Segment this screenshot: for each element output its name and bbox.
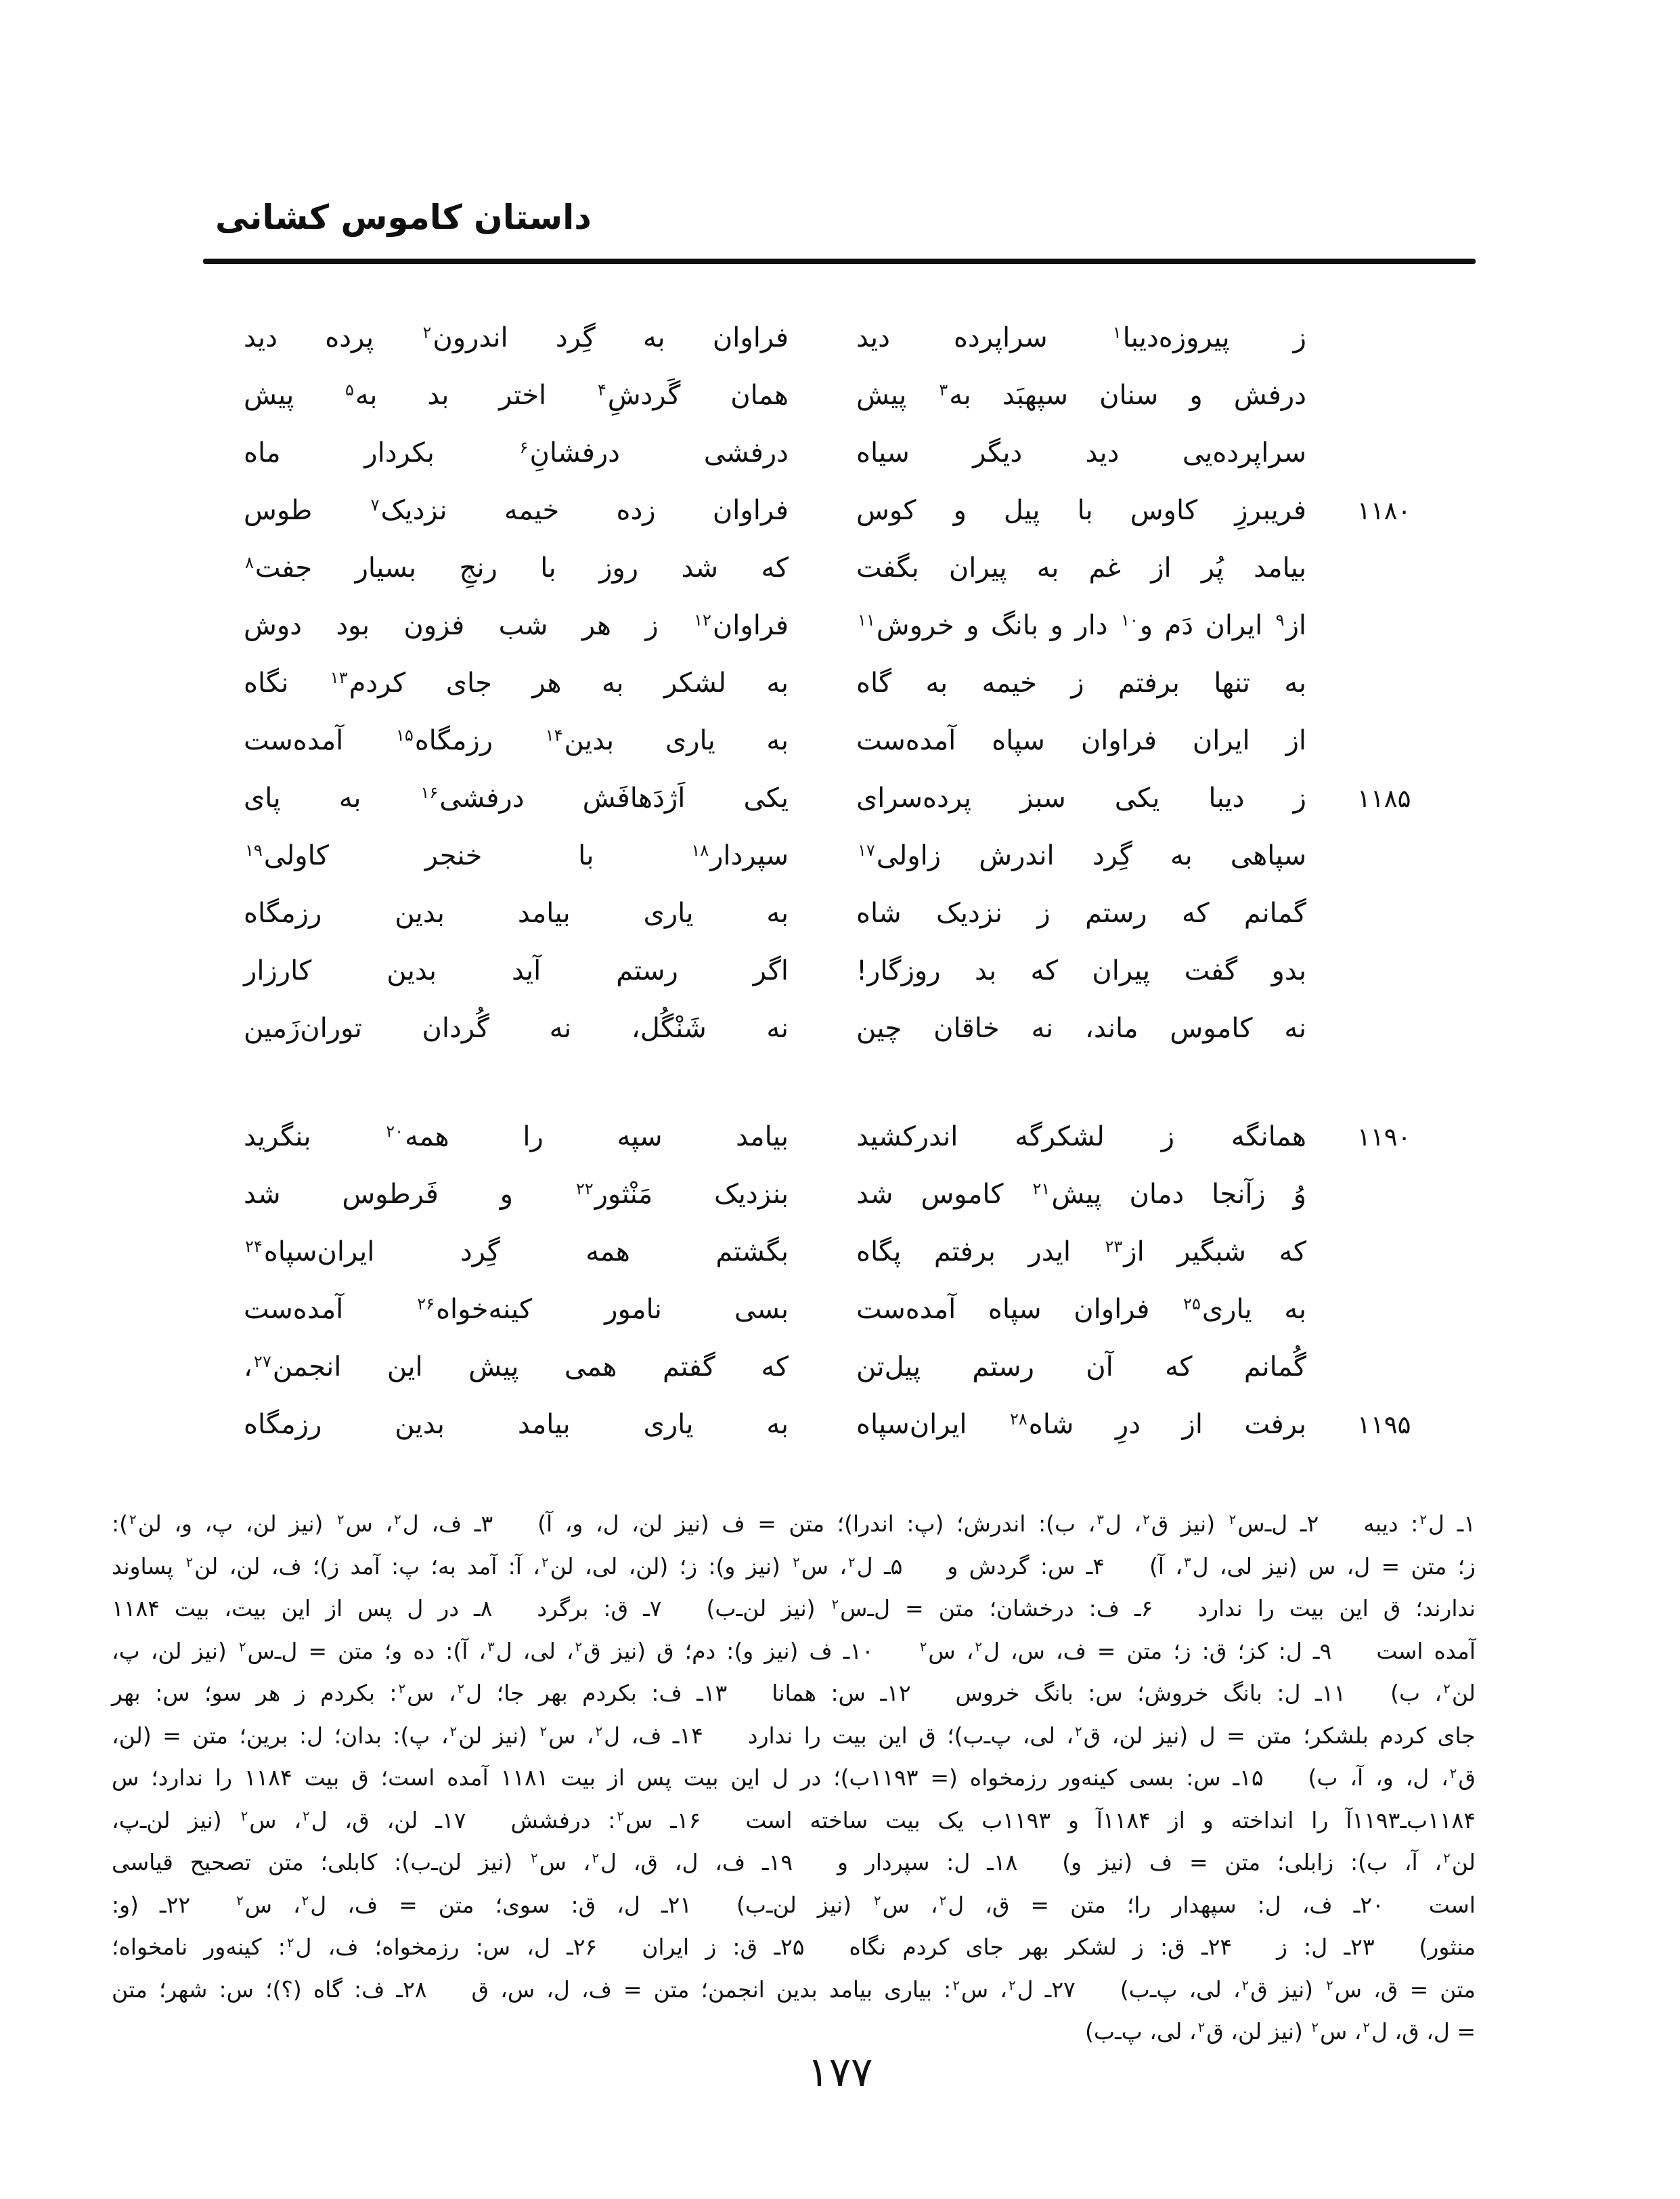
footnote-marker: ۸ bbox=[245, 552, 254, 572]
footnote-marker: ۲ bbox=[422, 322, 432, 342]
hemistich-left: همان گَردشِ$^۴$ اختر بد به$^۵$ پیش bbox=[244, 380, 789, 411]
hemistich-right: به یاری$^{۲۵}$ فراوان سپاه آمده‌ست bbox=[856, 1294, 1306, 1325]
footnote-marker: ۱۸ bbox=[691, 840, 709, 860]
verse-row bbox=[0, 1000, 1680, 1058]
verse-number: ۱۱۸۵ bbox=[1357, 784, 1411, 813]
hemistich-left: بسی نامور کینه‌خواه$^{۲۶}$ آمده‌ست bbox=[244, 1294, 789, 1325]
footnote-marker: ۲ bbox=[301, 1892, 309, 1909]
hemistich-right: فریبرزِ کاوس با پیل و کوس bbox=[856, 495, 1306, 526]
hemistich-left: بگشتم همه گِرد ایران‌سپاه$^{۲۴}$ bbox=[245, 1236, 789, 1267]
footnote-marker: ۲۸ bbox=[1010, 1409, 1027, 1429]
verse-number: ۱۱۹۵ bbox=[1357, 1410, 1411, 1439]
verse-row bbox=[0, 424, 1680, 482]
footnote-marker: ۲ bbox=[848, 1554, 856, 1570]
footnote-marker: ۴ bbox=[597, 380, 606, 399]
verse-row bbox=[0, 1108, 1680, 1166]
verse-row bbox=[0, 1281, 1680, 1338]
hemistich-right: بدو گفت پیران که بد روزگار! bbox=[856, 955, 1306, 986]
footnote-marker: ۳ bbox=[1183, 1554, 1191, 1570]
footnote-marker: ۲ bbox=[457, 1681, 465, 1697]
hemistich-left: نه شَنْگُل، نه گُردان توران‌زَمین bbox=[244, 1013, 789, 1044]
hemistich-left: فراوان به گِرد اندرون$^۲$ پرده دید bbox=[244, 322, 789, 353]
hemistich-right: همانگه ز لشکرگه اندرکشید bbox=[856, 1121, 1306, 1152]
footnote-marker: ۲ bbox=[541, 1554, 549, 1570]
footnote-line: لن$^۲$، آ، ب): زابلی؛ متن = ف (نیز و) ۱۸ـ ل: سپردار و ۱۹ـ ف، ل، ق، ل$^۲$، س$^۲$ (نیز لن‌ـ‌ب): کابلی؛ متن تصحیح قیاسی bbox=[112, 1849, 1476, 1875]
footnote-marker: ۲ bbox=[793, 1554, 800, 1570]
footnote-marker: ۲ bbox=[530, 1850, 538, 1867]
footnote-line: ۱ـ ل$^۲$: دیبه ۲ـ ل‌ـ‌س$^۲$ (نیز ق$^۲$، ل$^۳$، ب): اندرش؛ (پ: اندرا)؛ متن = ف (نیز لن، ل، و، آ) ۳ـ ف، ل$^۲$، س$^۲$ (نیز لن، پ، و، لن$^۲$): bbox=[112, 1510, 1476, 1537]
header-rule bbox=[203, 259, 1476, 264]
hemistich-right: وُ زآنجا دمان پیش$^{۲۱}$ کاموس شد bbox=[856, 1179, 1306, 1210]
footnote-marker: ۶ bbox=[519, 437, 529, 457]
footnote-marker: ۱۹ bbox=[245, 840, 263, 860]
footnote-marker: ۷ bbox=[370, 495, 380, 515]
verse-row bbox=[0, 1396, 1680, 1454]
verse-number: ۱۱۹۰ bbox=[1357, 1123, 1411, 1152]
hemistich-right: گمانم که رستم ز نزدیک شاه bbox=[856, 898, 1306, 929]
hemistich-right: که شبگیر از$^{۲۳}$ ایدر برفتم پگاه bbox=[856, 1236, 1306, 1267]
footnote-marker: ۱۳ bbox=[330, 668, 348, 687]
verse-row bbox=[0, 597, 1680, 655]
footnote-marker: ۲ bbox=[1419, 1512, 1428, 1528]
verse-row bbox=[0, 540, 1680, 597]
footnote-marker: ۲۷ bbox=[253, 1351, 271, 1371]
hemistich-right: گُمانم که آن رستم پیل‌تن bbox=[856, 1351, 1306, 1382]
footnote-marker: ۲۰ bbox=[386, 1121, 403, 1141]
hemistich-left: به یاری بیامد بدین رزمگاه bbox=[244, 898, 789, 929]
footnote-marker: ۲ bbox=[185, 1554, 194, 1570]
verse-row bbox=[0, 367, 1680, 424]
footnote-marker: ۲ bbox=[240, 1808, 248, 1824]
hemistich-left: اگر رستم آید بدین کارزار bbox=[244, 955, 789, 986]
footnote-marker: ۱۰ bbox=[1120, 610, 1139, 630]
footnote-marker: ۲ bbox=[1449, 1766, 1457, 1782]
hemistich-left: بیامد سپه را همه$^{۲۰}$ بنگرید bbox=[244, 1121, 789, 1152]
footnote-marker: ۲ bbox=[1229, 1512, 1237, 1528]
footnote-marker: ۲ bbox=[617, 1808, 625, 1824]
verse-row bbox=[0, 309, 1680, 367]
footnote-marker: ۲ bbox=[1008, 1977, 1016, 1993]
footnote-line: ۱۱۸۴ب‌ـ‌۱۱۹۳آ را انداخته و از ۱۱۸۴آ و ۱۱۹۳ب یک بیت ساخته است ۱۶ـ س$^۲$: درفشش ۱۷ـ لن، ق، ل$^۲$، س$^۲$ (نیز لن‌ـ‌پ، bbox=[112, 1806, 1476, 1833]
footnote-line: ندارند؛ ق این بیت را ندارد ۶ـ ف: درخشان؛ متن = ل‌ـ‌س$^۲$ (نیز لن‌ـ‌ب) ۷ـ ق: برگرد ۸ـ در ل پس از این بیت، بیت ۱۱۸۴ bbox=[112, 1595, 1476, 1621]
footnote-marker: ۲۱ bbox=[1032, 1179, 1051, 1198]
hemistich-left: به یاری بدین$^{۱۴}$ رزمگاه$^{۱۵}$ آمده‌ست bbox=[244, 725, 789, 756]
hemistich-left: فراوان$^{۱۲}$ ز هر شب فزون بود دوش bbox=[244, 610, 789, 641]
verse-row bbox=[0, 942, 1680, 1000]
footnote-marker: ۲ bbox=[575, 1638, 583, 1655]
footnote-marker: ۲ bbox=[394, 1512, 401, 1528]
footnote-marker: ۲ bbox=[238, 1638, 246, 1655]
page-number: ۱۷۷ bbox=[807, 2049, 873, 2096]
footnote-marker: ۲ bbox=[1443, 1681, 1451, 1697]
footnote-marker: ۱۶ bbox=[420, 783, 439, 802]
verse-row bbox=[0, 655, 1680, 712]
footnotes bbox=[112, 1504, 1476, 2055]
hemistich-left: به لشکر به هر جای کردم$^{۱۳}$ نگاه bbox=[244, 668, 789, 699]
footnote-marker: ۲ bbox=[874, 1892, 881, 1909]
footnote-marker: ۲ bbox=[539, 1723, 548, 1739]
footnote-marker: ۲ bbox=[1241, 1977, 1250, 1993]
footnote-line: جای کردم بلشکر؛ متن = ل (نیز لن، ق$^۲$، لی، پ‌ـ‌ب)؛ ق این بیت را ندارد ۱۴ـ ف، ل$^۲$، س$^۲$ (نیز لن$^۲$، پ): بدان؛ ل: برین؛ متن = (لن، bbox=[112, 1722, 1476, 1749]
footnote-marker: ۲ bbox=[1075, 1723, 1082, 1739]
footnote-marker: ۲ bbox=[1197, 2020, 1206, 2036]
footnote-marker: ۱۴ bbox=[545, 725, 563, 745]
footnote-marker: ۲ bbox=[398, 1681, 406, 1697]
hemistich-right: نه کاموس ماند، نه خاقان چین bbox=[856, 1013, 1306, 1044]
footnote-marker: ۱۲ bbox=[694, 610, 711, 630]
footnote-marker: ۱۱ bbox=[858, 610, 875, 630]
verse-row bbox=[0, 770, 1680, 827]
verse-row bbox=[0, 1223, 1680, 1281]
footnote-marker: ۳ bbox=[1097, 1512, 1104, 1528]
footnote-marker: ۲ bbox=[595, 1723, 603, 1739]
footnote-marker: ۲ bbox=[831, 1596, 839, 1613]
hemistich-right: درفش و سنان سپهبَد به$^۳$ پیش bbox=[856, 380, 1306, 411]
footnote-marker: ۱ bbox=[1112, 322, 1122, 342]
verse-row bbox=[0, 827, 1680, 885]
hemistich-right: ز دیبا یکی سبز پرده‌سرای bbox=[856, 783, 1306, 814]
hemistich-left: به یاری بیامد بدین رزمگاه bbox=[244, 1409, 789, 1440]
verse-row bbox=[0, 1338, 1680, 1396]
footnote-marker: ۲ bbox=[1443, 1850, 1451, 1867]
hemistich-left: که شد روز با رنجِ بسیار جفت$^۸$ bbox=[245, 552, 789, 584]
footnote-line: = ل، ق، ل$^۲$، س$^۲$ (نیز لن، ق$^۲$، لی، پ‌ـ‌ب) bbox=[1085, 2018, 1476, 2045]
hemistich-right: از$^۹$ ایران دَم و$^{۱۰}$ دار و بانگ و خروش$^{۱۱}$ bbox=[858, 610, 1306, 641]
poem-block bbox=[0, 309, 1680, 1058]
footnote-marker: ۲ bbox=[337, 1512, 345, 1528]
footnote-line: منثور) ۲۳ـ ل: ز ۲۴ـ ق: ز لشکر بهر جای کردم نگاه ۲۵ـ ق: ز ایران ۲۶ـ ل، س: رزمخواه؛ ف، ل$^۲$: کینه‌ور نامخواه؛ bbox=[112, 1934, 1476, 1960]
hemistich-left: که گفتم همی پیش این انجمن$^{۲۷}$، bbox=[244, 1351, 789, 1382]
footnote-marker: ۲ bbox=[1326, 1977, 1333, 1993]
footnote-line: ز؛ متن = ل، س (نیز لی، ل$^۳$، آ) ۴ـ س: گردش و ۵ـ ل$^۲$، س$^۲$ (نیز و): ز؛ (لن، لی، لن$^۲$، آ: آمد به؛ پ: آمد ز)؛ ف، لن، لن$^۲$ پساوند bbox=[112, 1552, 1476, 1580]
footnote-marker: ۲ bbox=[286, 1935, 294, 1951]
footnote-marker: ۲ bbox=[1363, 2020, 1371, 2036]
hemistich-right: بیامد پُر از غم به پیران بگفت bbox=[856, 552, 1306, 584]
hemistich-right: ز پیروزه‌دیبا$^۱$ سراپرده دید bbox=[856, 322, 1306, 353]
footnote-line: است ۲۰ـ ف، ل: سپهدار را؛ متن = ق، ل$^۲$، س$^۲$ (نیز لن‌ـ‌ب) ۲۱ـ ل، ق: سوی؛ متن = ف، ل$^۲$، س$^۲$ ۲۲ـ (و: bbox=[112, 1891, 1476, 1918]
footnote-marker: ۹ bbox=[1275, 610, 1285, 630]
verse-row bbox=[0, 885, 1680, 942]
hemistich-right: برفت از درِ شاه$^{۲۸}$ ایران‌سپاه bbox=[856, 1409, 1306, 1440]
hemistich-right: از ایران فراوان سپاه آمده‌ست bbox=[856, 725, 1306, 756]
footnote-marker: ۵ bbox=[345, 380, 354, 399]
footnote-marker: ۳ bbox=[939, 380, 948, 399]
footnote-marker: ۲۳ bbox=[1105, 1236, 1123, 1256]
footnote-marker: ۱۵ bbox=[395, 725, 414, 745]
footnote-marker: ۱۷ bbox=[858, 840, 875, 860]
verse-row bbox=[0, 1166, 1680, 1223]
hemistich-left: فراوان زده خیمه نزدیک$^۷$ طوس bbox=[244, 495, 789, 526]
footnote-marker: ۲ bbox=[919, 1638, 927, 1655]
hemistich-right: سراپرده‌یی دید دیگر سیاه bbox=[856, 437, 1306, 469]
footnote-marker: ۳ bbox=[487, 1638, 495, 1655]
verse-number: ۱۱۸۰ bbox=[1357, 496, 1411, 525]
hemistich-left: بنزدیک مَنْثور$^{۲۲}$ و فَرطوس شد bbox=[244, 1179, 789, 1210]
footnote-marker: ۲۴ bbox=[245, 1236, 263, 1256]
footnote-marker: ۲ bbox=[1311, 2020, 1319, 2036]
verse-row bbox=[0, 712, 1680, 770]
hemistich-left: یکی اَژدَهافَش درفشی$^{۱۶}$ به پای bbox=[244, 783, 789, 814]
chapter-title: داستان کاموس کشانی bbox=[215, 198, 592, 237]
footnote-marker: ۲ bbox=[1143, 1512, 1150, 1528]
footnote-marker: ۲ bbox=[939, 1892, 947, 1909]
footnote-marker: ۲ bbox=[449, 1723, 458, 1739]
hemistich-right: به تنها برفتم ز خیمه به گاه bbox=[856, 668, 1306, 699]
hemistich-right: سپاهی به گِرد اندرش زاولی$^{۱۷}$ bbox=[858, 840, 1306, 871]
footnote-marker: ۲ bbox=[975, 1638, 982, 1655]
footnote-line: آمده است ۹ـ ل: کز؛ ق: ز؛ متن = ف، س، ل$^۲$، س$^۲$ ۱۰ـ ف (نیز و): دم؛ ق (نیز ق$^۲$، لی، ل$^۳$، آ): ده و؛ متن = ل‌ـ‌س$^۲$ (نیز لن، پ، bbox=[112, 1637, 1476, 1664]
hemistich-left: سپردار$^{۱۸}$ با خنجر کاولی$^{۱۹}$ bbox=[245, 840, 789, 871]
footnote-marker: ۲۲ bbox=[575, 1179, 594, 1198]
footnote-marker: ۲۵ bbox=[1183, 1294, 1201, 1313]
footnote-line: لن$^۲$، ب) ۱۱ـ ل: بانگ خروش؛ س: بانگ خروس ۱۲ـ س: همانا ۱۳ـ ف: بکردم بهر جا؛ ل$^۲$، س$^۲$: بکردم ز هر سو؛ س: بهر bbox=[112, 1680, 1476, 1706]
footnote-line: ق$^۲$، ل، و، آ، ب) ۱۵ـ س: بسی کینه‌ور رزمخواه (= ۱۱۹۳ب)؛ در ل این بیت پس از بیت ۱۱۸۱ آمده است؛ ق بیت ۱۱۸۴ را ندارد؛ س bbox=[112, 1764, 1476, 1791]
footnote-marker: ۲ bbox=[952, 1977, 960, 1993]
verse-row bbox=[0, 482, 1680, 540]
footnote-marker: ۲ bbox=[303, 1808, 310, 1824]
footnote-line: متن = ق، س$^۲$ (نیز ق$^۲$، لی، پ‌ـ‌ب) ۲۷ـ ل$^۲$، س$^۲$: بیاری بیامد بدین انجمن؛ متن = ف، ل، س، ق ۲۸ـ ف: گاه (؟)؛ س: شهر؛ متن bbox=[112, 1976, 1476, 2003]
footnote-marker: ۲۶ bbox=[417, 1294, 435, 1313]
footnote-marker: ۲ bbox=[592, 1850, 599, 1867]
poem-block bbox=[0, 1108, 1680, 1454]
hemistich-left: درفشی درفشانِ$^۶$ بکردار ماه bbox=[244, 437, 789, 469]
footnote-marker: ۲ bbox=[236, 1892, 244, 1909]
footnote-marker: ۲ bbox=[129, 1512, 137, 1528]
